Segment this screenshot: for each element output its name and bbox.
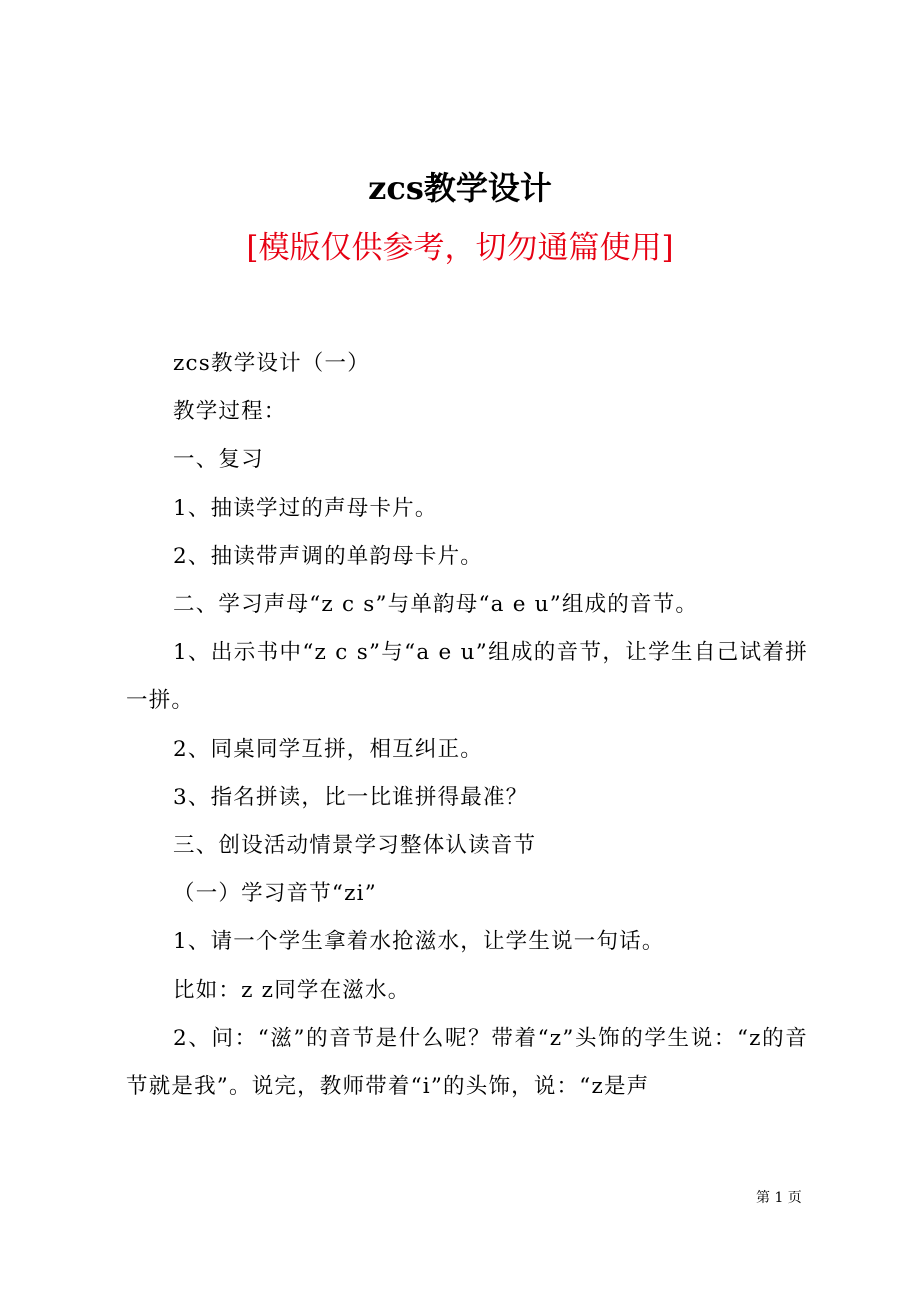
- paragraph: 1、抽读学过的声母卡片。: [173, 495, 438, 521]
- paragraph: 一、复习: [173, 447, 264, 473]
- document-body: [126, 340, 808, 1111]
- paragraph: 1、请一个学生拿着水抢滋水，让学生说一句话。: [173, 929, 665, 955]
- paragraph: 2、问：“滋”的音节是什么呢？带着“z”头饰的学生说：“z的音节就是我”。说完，教师带着“i”的头饰，说：“z是声: [126, 1025, 808, 1100]
- paragraph: （一）学习音节“zi”: [173, 881, 377, 907]
- document-title: zcs教学设计: [368, 169, 552, 207]
- paragraph: 2、抽读带声调的单韵母卡片。: [173, 543, 483, 569]
- paragraph: 2、同桌同学互拼，相互纠正。: [173, 736, 483, 762]
- page-number: 第 1 页: [756, 1190, 802, 1206]
- paragraph: 比如：z z同学在滋水。: [173, 977, 411, 1003]
- paragraph: 教学过程：: [173, 399, 287, 425]
- paragraph: 三、创设活动情景学习整体认读音节: [173, 833, 537, 859]
- section-heading: zcs教学设计（一）: [173, 351, 370, 376]
- paragraph: 二、学习声母“z c s”与单韵母“a e u”组成的音节。: [173, 592, 699, 618]
- paragraph: 1、出示书中“z c s”与“a e u”组成的音节，让学生自己试着拼一拼。: [126, 640, 808, 714]
- template-notice: [模版仅供参考，切勿通篇使用]: [246, 230, 674, 266]
- paragraph: 3、指名拼读，比一比谁拼得最准？: [173, 784, 529, 810]
